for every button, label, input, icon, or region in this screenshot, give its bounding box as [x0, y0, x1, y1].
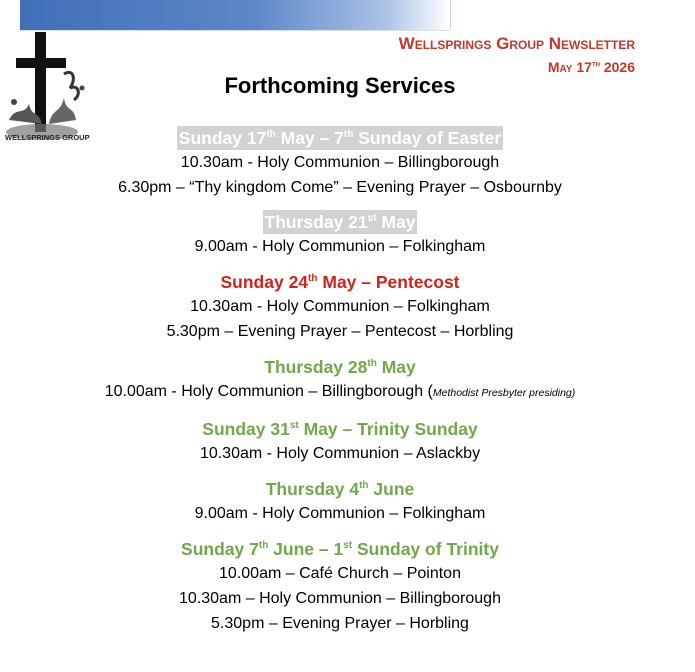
service-line: 10.30am - Holy Communion – Billingborough — [180, 154, 500, 171]
service-heading: Sunday 31st May – Trinity Sunday — [202, 419, 478, 439]
service-heading: Thursday 21st May — [264, 212, 416, 232]
service-line: 5.30pm – Evening Prayer – Horbling — [211, 615, 469, 632]
service-heading: Thursday 28th May — [264, 357, 416, 377]
service-block — [0, 477, 680, 526]
service-line: 10.30am - Holy Communion – Aslackby — [199, 445, 481, 462]
service-line: 10.30am – Holy Communion – Billingborough — [179, 590, 501, 607]
service-line: 10.00am - Holy Communion – Billingborough (Methodist Presbyter presiding) — [104, 383, 576, 400]
service-heading: Thursday 4th June — [265, 479, 415, 499]
service-heading: Sunday 24th May – Pentecost — [220, 272, 460, 292]
newsletter-title: Wellsprings Group Newsletter — [398, 34, 635, 53]
service-block — [0, 537, 680, 636]
service-heading: Sunday 7th June – 1st Sunday of Trinity — [181, 539, 499, 559]
service-line: 10.00am – Café Church – Pointon — [219, 565, 461, 582]
date-year: 2026 — [603, 59, 635, 75]
service-line: 9.00am - Holy Communion – Folkingham — [194, 238, 486, 255]
header-banner-bar — [20, 0, 451, 31]
page-title: Forthcoming Services — [224, 73, 456, 98]
service-line: 6.30pm – “Thy kingdom Come” – Evening Prayer – Osbournby — [118, 179, 562, 196]
service-block — [0, 210, 680, 259]
service-line: 5.30pm – Evening Prayer – Pentecost – Horbling — [166, 323, 514, 340]
service-block — [0, 355, 680, 406]
service-block — [0, 126, 680, 200]
services-list — [0, 126, 680, 636]
logo-caption: WELLSPRINGS GROUP — [5, 133, 90, 142]
service-line: 10.30am - Holy Communion – Folkingham — [190, 298, 490, 315]
date-suffix: th — [591, 59, 600, 69]
service-block — [0, 270, 680, 344]
service-heading: Sunday 17th May – 7th Sunday of Easter — [178, 128, 502, 148]
date-month: May 17 — [547, 59, 592, 75]
service-line: 9.00am - Holy Communion – Folkingham — [194, 505, 486, 522]
service-note: Methodist Presbyter presiding) — [432, 387, 576, 399]
service-block — [0, 417, 680, 466]
